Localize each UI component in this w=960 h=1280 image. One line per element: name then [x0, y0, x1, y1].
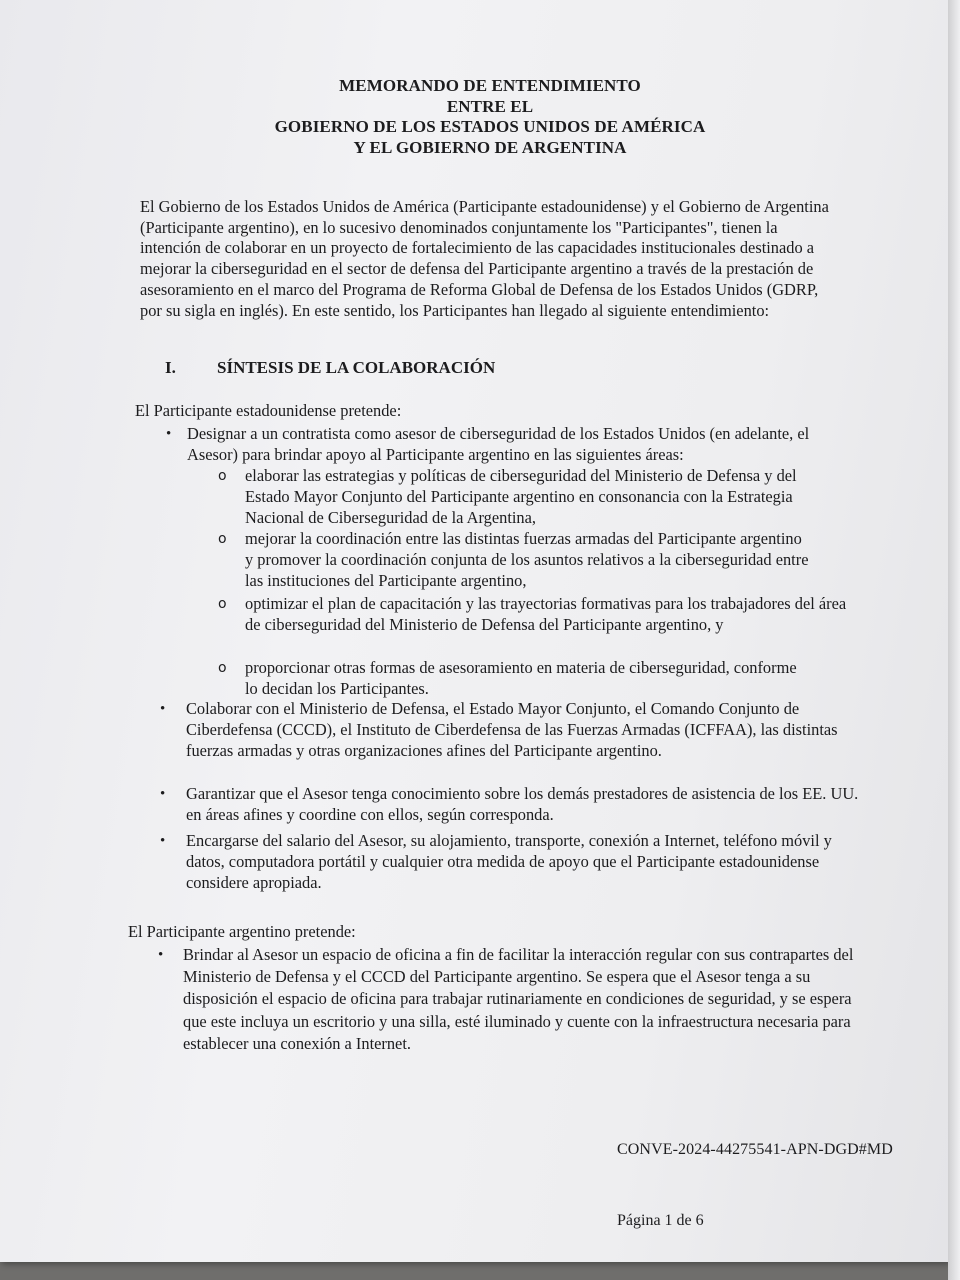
us-item-2: Colaborar con el Ministerio de Defensa, el Estado Mayor Conjunto, el Comando Conjunto de Ciberdefensa (CCCD), el Instituto de Ciberdefensa de las Fuerzas Armadas (ICFFAA), las distintas fuerzas armadas y otras organizaciones afines del Participante argentino.: [186, 699, 838, 761]
section-number: I.: [165, 358, 176, 377]
us-item-1: Designar a un contratista como asesor de ciberseguridad de los Estados Unidos (en adelante, el Asesor) para brindar apoyo al Participante argentino en las siguientes áreas:: [187, 424, 810, 465]
us-item-3: Garantizar que el Asesor tenga conocimiento sobre los demás prestadores de asistencia de los EE. UU. en áreas afines y coordine con ellos, según corresponda.: [186, 784, 859, 825]
ar-participant-lead: El Participante argentino pretende:: [128, 922, 356, 941]
document-reference: CONVE-2024-44275541-APN-DGD#MD: [617, 1141, 893, 1158]
title-line-1: MEMORANDO DE ENTENDIMIENTO: [339, 76, 641, 95]
intro-paragraph: El Gobierno de los Estados Unidos de América (Participante estadounidense) y el Gobierno de Argentina (Participante argentino), en lo sucesivo denominados conjuntamente los "Participantes", tienen la intención de colaborar en un proyecto de fortalecimiento de las capacidades institucionales destinado a mejorar la ciberseguridad en el sector de defensa del Participante argentino a través de la prestación de asesoramiento en el marco del Programa de Reforma Global de Defensa de los Estados Unidos (GDRP, por su sigla en inglés). En este sentido, los Participantes han llegado al siguiente entendimiento:: [140, 197, 829, 320]
sub-bullet-marker: o: [218, 596, 227, 612]
bullet-marker: •: [160, 786, 166, 802]
sub-bullet-marker: o: [218, 531, 227, 547]
title-line-3: GOBIERNO DE LOS ESTADOS UNIDOS DE AMÉRICA: [274, 117, 706, 136]
bullet-marker: •: [160, 701, 166, 717]
bullet-marker: •: [166, 426, 172, 442]
page-number: Página 1 de 6: [617, 1212, 704, 1229]
us-subitem-4: proporcionar otras formas de asesoramiento en materia de ciberseguridad, conforme lo decidan los Participantes.: [245, 658, 797, 699]
page-edge-shadow: [948, 0, 960, 1280]
bullet-marker: •: [158, 947, 164, 963]
us-subitem-1: elaborar las estrategias y políticas de ciberseguridad del Ministerio de Defensa y del Estado Mayor Conjunto del Participante argentino en consonancia con la Estrategia Nacional de Ciberseguridad de la Argentina,: [245, 466, 797, 528]
section-title: SÍNTESIS DE LA COLABORACIÓN: [217, 358, 496, 377]
bullet-marker: •: [160, 833, 166, 849]
section-heading: [165, 358, 495, 378]
title-line-2: ENTRE EL: [446, 96, 534, 116]
us-subitem-3: optimizar el plan de capacitación y las trayectorias formativas para los trabajadores del área de ciberseguridad del Ministerio de Defensa del Participante argentino, y: [245, 594, 847, 635]
us-item-4: Encargarse del salario del Asesor, su alojamiento, transporte, conexión a Internet, teléfono móvil y datos, computadora portátil y cualquier otra medida de apoyo que el Participante estadounidense considere apropiada.: [186, 831, 832, 893]
title-line-4: Y EL GOBIERNO DE ARGENTINA: [353, 137, 627, 157]
us-participant-lead: El Participante estadounidense pretende:: [135, 401, 402, 420]
sub-bullet-marker: o: [218, 468, 227, 484]
us-subitem-2: mejorar la coordinación entre las distintas fuerzas armadas del Participante argentino y promover la coordinación conjunta de los asuntos relativos a la ciberseguridad entre las instituciones del Participante argentino,: [245, 529, 809, 591]
sub-bullet-marker: o: [218, 660, 227, 676]
document-title: [0, 76, 960, 158]
ar-item-1: Brindar al Asesor un espacio de oficina a fin de facilitar la interacción regular con sus contrapartes del Ministerio de Defensa y el CCCD del Participante argentino. Se espera que el Asesor tenga a su disposición el espacio de oficina para trabajar rutinariamente en condiciones de seguridad, y se espera que este incluya un escritorio y una silla, esté iluminado y cuente con la infraestructura necesaria para establecer una conexión a Internet.: [183, 945, 854, 1053]
